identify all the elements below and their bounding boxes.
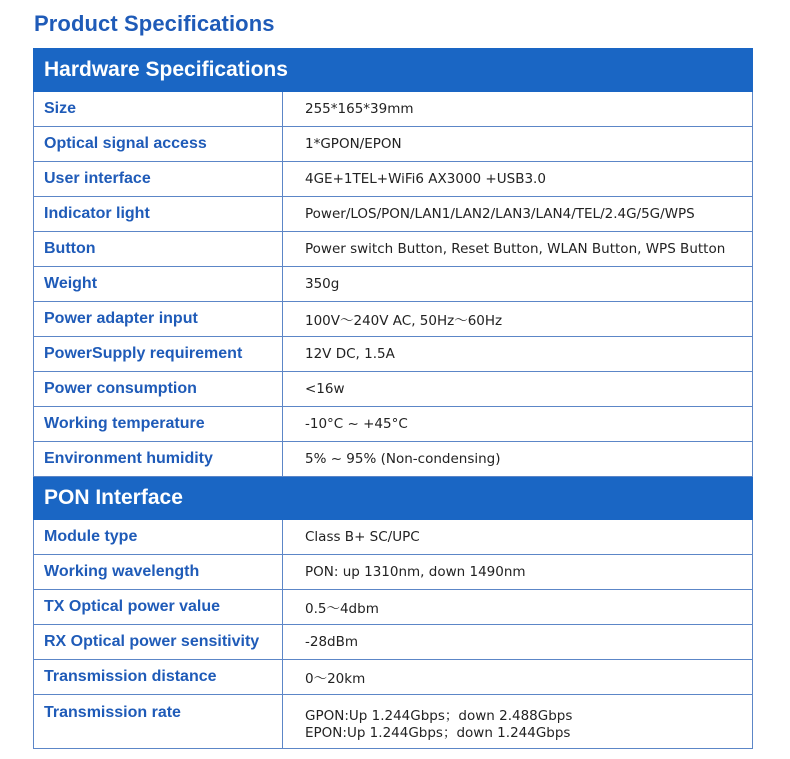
spec-value: Power/LOS/PON/LAN1/LAN2/LAN3/LAN4/TEL/2.4G/5G/WPS bbox=[283, 197, 753, 232]
spec-row-power-supply-requirement bbox=[34, 337, 753, 372]
spec-value: 350g bbox=[283, 267, 753, 302]
spec-row-button bbox=[34, 232, 753, 267]
section-title: Hardware Specifications bbox=[34, 49, 753, 92]
spec-label: Transmission rate bbox=[34, 695, 283, 749]
spec-label: Button bbox=[34, 232, 283, 267]
spec-row-working-temperature bbox=[34, 407, 753, 442]
spec-value: 5% ~ 95% (Non-condensing) bbox=[283, 442, 753, 477]
spec-label: TX Optical power value bbox=[34, 590, 283, 625]
spec-row-transmission-rate bbox=[34, 695, 753, 749]
spec-label: PowerSupply requirement bbox=[34, 337, 283, 372]
spec-row-optical-signal-access bbox=[34, 127, 753, 162]
spec-row-user-interface bbox=[34, 162, 753, 197]
spec-label: Environment humidity bbox=[34, 442, 283, 477]
spec-value: Power switch Button, Reset Button, WLAN Button, WPS Button bbox=[283, 232, 753, 267]
spec-row-weight bbox=[34, 267, 753, 302]
spec-label: RX Optical power sensitivity bbox=[34, 625, 283, 660]
spec-label: Optical signal access bbox=[34, 127, 283, 162]
spec-row-module-type bbox=[34, 520, 753, 555]
spec-value-line: EPON:Up 1.244Gbps；down 1.244Gbps bbox=[305, 725, 571, 741]
spec-row-size bbox=[34, 92, 753, 127]
spec-table bbox=[33, 48, 753, 749]
spec-value: 0～20km bbox=[283, 660, 753, 695]
spec-value: 0.5～4dbm bbox=[283, 590, 753, 625]
spec-value: 12V DC, 1.5A bbox=[283, 337, 753, 372]
section-title: PON Interface bbox=[34, 477, 753, 520]
spec-row-tx-optical-power bbox=[34, 590, 753, 625]
spec-label: Working temperature bbox=[34, 407, 283, 442]
spec-value: -28dBm bbox=[283, 625, 753, 660]
spec-label: Size bbox=[34, 92, 283, 127]
spec-value: 4GE+1TEL+WiFi6 AX3000 +USB3.0 bbox=[283, 162, 753, 197]
spec-label: Indicator light bbox=[34, 197, 283, 232]
spec-row-environment-humidity bbox=[34, 442, 753, 477]
spec-value: <16w bbox=[283, 372, 753, 407]
spec-value-line: GPON:Up 1.244Gbps；down 2.488Gbps bbox=[305, 708, 573, 724]
section-header-pon-interface bbox=[34, 477, 753, 520]
spec-value: -10°C ~ +45°C bbox=[283, 407, 753, 442]
spec-label: User interface bbox=[34, 162, 283, 197]
spec-label: Weight bbox=[34, 267, 283, 302]
spec-row-transmission-distance bbox=[34, 660, 753, 695]
spec-row-power-adapter-input bbox=[34, 302, 753, 337]
spec-row-indicator-light bbox=[34, 197, 753, 232]
spec-label: Transmission distance bbox=[34, 660, 283, 695]
page-title: Product Specifications bbox=[34, 11, 275, 36]
spec-value: 255*165*39mm bbox=[283, 92, 753, 127]
section-header-hardware bbox=[34, 49, 753, 92]
spec-value: PON: up 1310nm, down 1490nm bbox=[283, 555, 753, 590]
spec-label: Module type bbox=[34, 520, 283, 555]
spec-label: Power adapter input bbox=[34, 302, 283, 337]
spec-row-power-consumption bbox=[34, 372, 753, 407]
spec-value: 1*GPON/EPON bbox=[283, 127, 753, 162]
spec-label: Working wavelength bbox=[34, 555, 283, 590]
spec-label: Power consumption bbox=[34, 372, 283, 407]
spec-row-rx-optical-sensitivity bbox=[34, 625, 753, 660]
spec-row-working-wavelength bbox=[34, 555, 753, 590]
spec-value bbox=[283, 695, 753, 749]
spec-value: Class B+ SC/UPC bbox=[283, 520, 753, 555]
spec-value: 100V～240V AC, 50Hz～60Hz bbox=[283, 302, 753, 337]
